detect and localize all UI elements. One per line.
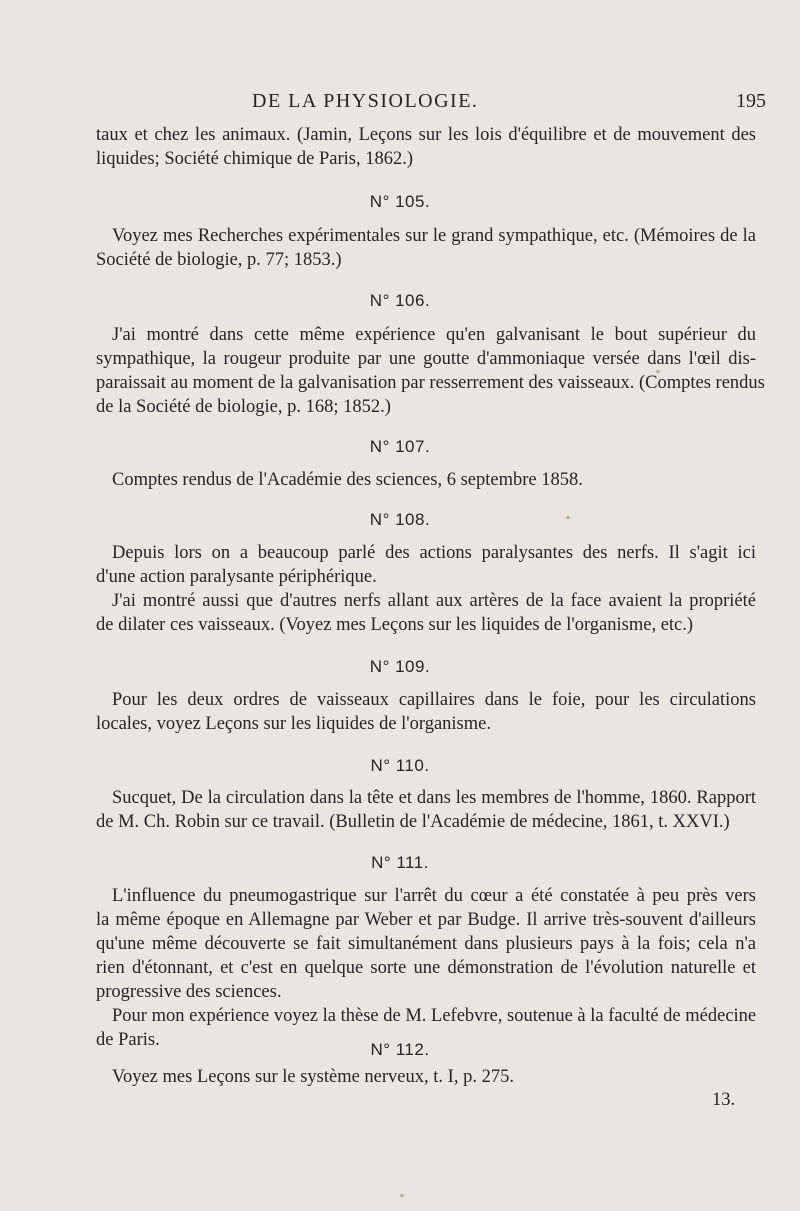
- note-heading: N° 105.: [369, 192, 431, 211]
- text-line: taux et chez les animaux. (Jamin, Leçons sur les lois d'équilibre et de mouvement des: [96, 125, 756, 145]
- note-heading: N° 111.: [371, 853, 429, 872]
- note-heading: N° 107.: [369, 437, 431, 456]
- text-line: d'une action paralysante périphérique.: [96, 567, 377, 587]
- note-heading: N° 110.: [370, 756, 430, 775]
- paper-speck: [566, 516, 570, 519]
- text-line: Société de biologie, p. 77; 1853.): [96, 250, 342, 270]
- text-line: J'ai montré dans cette même expérience qu'en galvanisant le bout supérieur du: [112, 325, 756, 345]
- note-heading: N° 112.: [370, 1040, 430, 1059]
- page-number: 195: [736, 90, 766, 112]
- text-line: J'ai montré aussi que d'autres nerfs allant aux artères de la face avaient la propriété: [112, 591, 756, 611]
- text-line: de M. Ch. Robin sur ce travail. (Bulletin de l'Académie de médecine, 1861, t. XXVI.): [96, 812, 730, 832]
- text-line: rien d'étonnant, et c'est en quelque sorte une démonstration de l'évolution naturelle et: [96, 958, 756, 978]
- text-line: Voyez mes Leçons sur le système nerveux, t. I, p. 275.: [112, 1067, 514, 1087]
- text-line: locales, voyez Leçons sur les liquides de l'organisme.: [96, 714, 491, 734]
- text-line: Depuis lors on a beaucoup parlé des actions paralysantes des nerfs. Il s'agit ici: [112, 543, 756, 563]
- text-line: de Paris.: [96, 1030, 160, 1050]
- signature-mark: 13.: [712, 1090, 736, 1110]
- note-heading: N° 109.: [369, 657, 431, 676]
- text-line: L'influence du pneumogastrique sur l'arrêt du cœur a été constatée à peu près vers: [112, 886, 756, 906]
- running-head-title: DE LA PHYSIOLOGIE.: [252, 90, 479, 112]
- note-heading: N° 106.: [369, 291, 431, 310]
- text-line: la même époque en Allemagne par Weber et par Budge. Il arrive très-souvent d'ailleurs: [96, 910, 756, 930]
- text-line: de dilater ces vaisseaux. (Voyez mes Leçons sur les liquides de l'organisme, etc.): [96, 615, 694, 635]
- text-line: liquides; Société chimique de Paris, 1862.): [96, 149, 414, 169]
- text-line: qu'une même découverte se fait simultanément dans plusieurs pays à la fois; cela n'a: [96, 934, 756, 954]
- running-head: [0, 90, 800, 112]
- text-line: Sucquet, De la circulation dans la tête et dans les membres de l'homme, 1860. Rapport: [112, 788, 756, 808]
- text-line: Pour les deux ordres de vaisseaux capillaires dans le foie, pour les circulations: [112, 690, 756, 710]
- text-line: Voyez mes Recherches expérimentales sur le grand sympathique, etc. (Mémoires de la: [112, 226, 756, 246]
- text-line: progressive des sciences.: [96, 982, 282, 1002]
- note-heading: N° 108.: [369, 510, 431, 529]
- text-line: de la Société de biologie, p. 168; 1852.): [96, 397, 391, 417]
- text-line: Comptes rendus de l'Académie des sciences, 6 septembre 1858.: [112, 470, 583, 490]
- paper-speck: [656, 370, 660, 373]
- paper-speck: [400, 1194, 404, 1197]
- text-line: Pour mon expérience voyez la thèse de M. Lefebvre, soutenue à la faculté de médecine: [112, 1006, 757, 1026]
- text-line: sympathique, la rougeur produite par une goutte d'ammoniaque versée dans l'œil dis-: [96, 349, 756, 369]
- text-line: paraissait au moment de la galvanisation par resserrement des vaisseaux. (Comptes rendus: [96, 373, 765, 393]
